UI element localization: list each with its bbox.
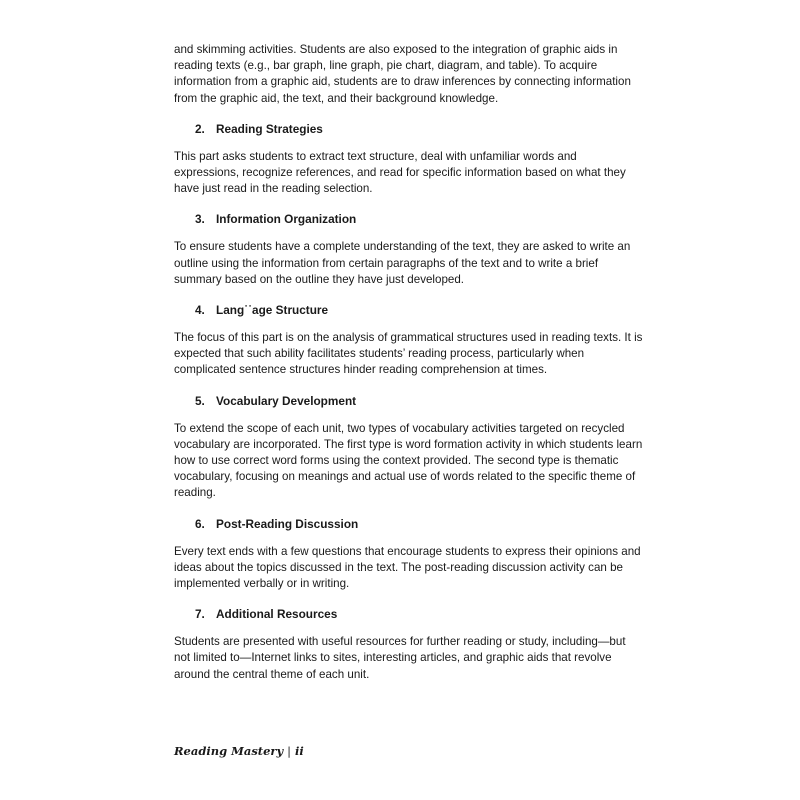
section-heading-language-structure	[174, 302, 644, 318]
section-number: 4.	[195, 303, 205, 318]
section-heading-reading-strategies	[174, 121, 644, 137]
section-title: Reading Strategies	[216, 121, 323, 136]
page-footer	[174, 744, 304, 758]
section-body-vocabulary-development: To extend the scope of each unit, two types of vocabulary activities targeted on recycled vocabulary are incorporated. The first type is word formation activity in which students learn how to use correct word forms using the context provided. The second type is thematic vocabulary, focusing on meanings and actual use of words related to the specific theme of reading.	[174, 421, 643, 500]
section-heading-vocabulary-development	[174, 393, 644, 409]
section-body-post-reading-discussion: Every text ends with a few questions that encourage students to express their opinions and ideas about the topics discussed in the text. The post-reading discussion activity can be implemented verbally or in writing.	[174, 544, 641, 591]
section-body-additional-resources: Students are presented with useful resources for further reading or study, including—but not limited to—Internet links to sites, interesting articles, and graphic aids that revolve around the central theme of each unit.	[174, 635, 626, 681]
intro-paragraph: and skimming activities. Students are also exposed to the integration of graphic aids in reading texts (e.g., bar graph, line graph, pie chart, diagram, and table). To acquire information from a graphic aid, students are to draw inferences by connecting information from the graphic aid, the text, and their background knowledge.	[174, 43, 631, 105]
section-number: 2.	[195, 121, 205, 136]
section-title: Information Organization	[216, 212, 357, 227]
section-number: 6.	[195, 516, 205, 531]
section-body-reading-strategies: This part asks students to extract text structure, deal with unfamiliar words and expressions, recognize references, and read for specific information based on what they have just read in the reading selection.	[174, 149, 626, 196]
section-body-language-structure: The focus of this part is on the analysis of grammatical structures used in reading texts. It is expected that such ability facilitates students’ reading process, particularly when complicated sentence structures hinder reading comprehension at times.	[174, 331, 643, 377]
section-number: 7.	[195, 607, 205, 622]
section-number: 3.	[195, 212, 205, 227]
section-heading-post-reading-discussion	[174, 516, 644, 532]
footer-book-title: Reading Mastery	[174, 744, 284, 758]
section-number: 5.	[195, 393, 205, 408]
section-body-information-organization: To ensure students have a complete understanding of the text, they are asked to write an outline using the information from certain paragraphs of the text and to write a brief summary based on the outline they have just developed.	[174, 240, 631, 286]
section-title: Additional Resources	[216, 607, 338, 622]
section-title: Lang˙˙age Structure	[216, 303, 329, 318]
document-page	[174, 42, 644, 683]
section-title: Vocabulary Development	[216, 393, 357, 408]
footer-separator: |	[287, 744, 292, 758]
footer-page-number: ii	[295, 744, 304, 758]
section-title: Post-Reading Discussion	[216, 516, 359, 531]
section-heading-information-organization	[174, 211, 644, 227]
section-heading-additional-resources	[174, 606, 644, 622]
